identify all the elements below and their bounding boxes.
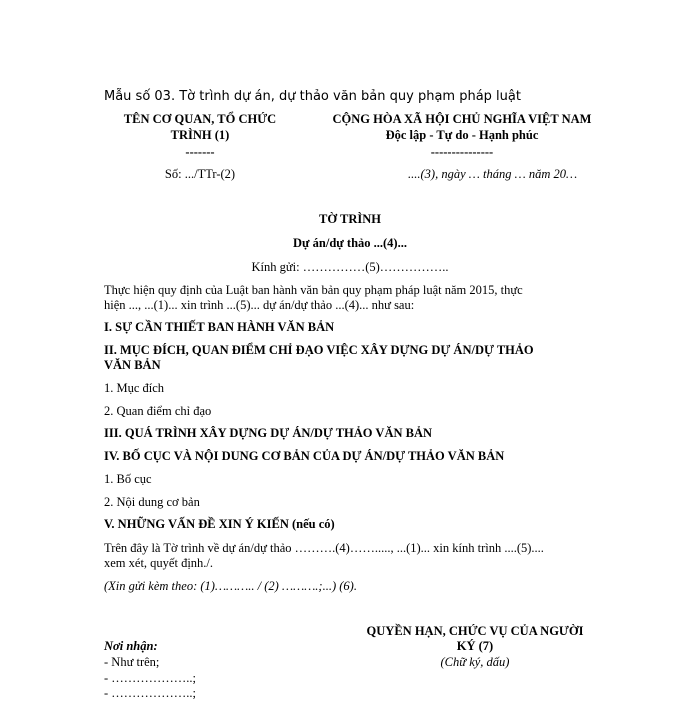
recipients-label: Nơi nhận: bbox=[104, 639, 158, 653]
intro-line-1: Thực hiện quy định của Luật ban hành văn bản quy phạm pháp luật năm 2015, thực bbox=[104, 283, 523, 297]
section-heading-4: IV. BỐ CỤC VÀ NỘI DUNG CƠ BẢN CỦA DỰ ÁN/DỰ THẢO VĂN BẢN bbox=[104, 449, 505, 463]
intro-line-2: hiện ..., ...(1)... xin trình ...(5)... dự án/dự thảo ...(4)... như sau: bbox=[104, 298, 415, 312]
attachment-note: (Xin gửi kèm theo: (1)……….. / (2) ……….;...) (6). bbox=[104, 579, 357, 593]
signer-title-line1: QUYỀN HẠN, CHỨC VỤ CỦA NGƯỜI bbox=[366, 624, 584, 638]
signature-note: (Chữ ký, dấu) bbox=[440, 655, 510, 669]
recipient-item-2: - ………………..; bbox=[104, 671, 197, 685]
closing-line-2: xem xét, quyết định./. bbox=[104, 556, 214, 570]
section-heading-5: V. NHỮNG VẤN ĐỀ XIN Ý KIẾN (nếu có) bbox=[104, 517, 335, 531]
signer-title-line2: KÝ (7) bbox=[456, 639, 494, 653]
org-divider: ------- bbox=[185, 145, 215, 159]
section-4-item-2: 2. Nội dung cơ bản bbox=[104, 495, 200, 509]
org-name-line2: TRÌNH (1) bbox=[170, 128, 230, 142]
section-heading-1: I. SỰ CẦN THIẾT BAN HÀNH VĂN BẢN bbox=[104, 320, 335, 334]
section-2-item-1: 1. Mục đích bbox=[104, 381, 165, 395]
form-title: Mẫu số 03. Tờ trình dự án, dự thảo văn bản quy phạm pháp luật bbox=[104, 89, 521, 104]
section-4-item-1: 1. Bố cục bbox=[104, 472, 152, 486]
national-motto: Độc lập - Tự do - Hạnh phúc bbox=[385, 128, 539, 142]
section-heading-2-line1: II. MỤC ĐÍCH, QUAN ĐIỂM CHỈ ĐẠO VIỆC XÂY DỰNG DỰ ÁN/DỰ THẢO bbox=[104, 343, 534, 357]
org-name-line1: TÊN CƠ QUAN, TỔ CHỨC bbox=[123, 112, 277, 126]
section-heading-2-line2: VĂN BẢN bbox=[104, 358, 161, 372]
document-number: Số: .../TTr-(2) bbox=[164, 167, 236, 181]
section-2-item-2: 2. Quan điểm chỉ đạo bbox=[104, 404, 212, 418]
closing-line-1: Trên đây là Tờ trình về dự án/dự thảo ……….(4)……....., ...(1)... xin kính trình ....(5).... bbox=[104, 541, 544, 555]
recipient-item-1: - Như trên; bbox=[104, 655, 160, 669]
place-date: ....(3), ngày … tháng … năm 20… bbox=[408, 167, 578, 181]
national-title: CỘNG HÒA XÃ HỘI CHỦ NGHĨA VIỆT NAM bbox=[332, 112, 592, 126]
recipient-item-3: - ………………..; bbox=[104, 686, 197, 700]
document-subtitle: Dự án/dự thảo ...(4)... bbox=[293, 236, 407, 250]
section-heading-3: III. QUÁ TRÌNH XÂY DỰNG DỰ ÁN/DỰ THẢO VĂN BẢN bbox=[104, 426, 433, 440]
document-title: TỜ TRÌNH bbox=[319, 212, 381, 226]
motto-divider: --------------- bbox=[430, 145, 494, 159]
addressee: Kính gửi: ……………(5)…………….. bbox=[251, 260, 449, 274]
